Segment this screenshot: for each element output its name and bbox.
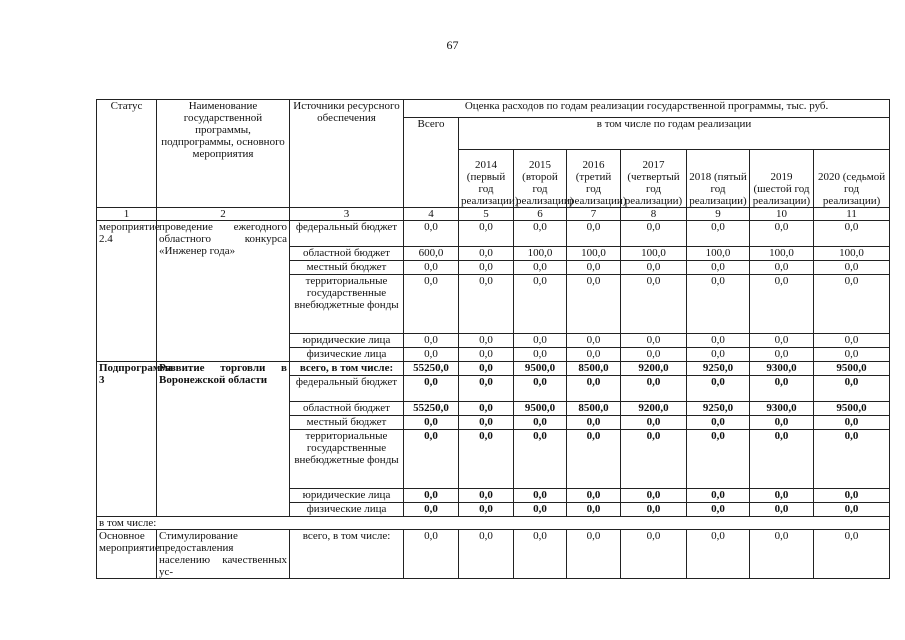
- row-value: 0,0: [459, 221, 514, 247]
- row-value: 0,0: [687, 530, 750, 579]
- row-source: всего, в том числе:: [290, 530, 404, 579]
- row-value: 0,0: [687, 334, 750, 348]
- row-value: 0,0: [567, 334, 621, 348]
- row-value: 0,0: [621, 416, 687, 430]
- row-value: 0,0: [567, 416, 621, 430]
- row-value: 0,0: [621, 430, 687, 489]
- column-number: 6: [514, 208, 567, 221]
- row-value: 0,0: [814, 376, 890, 402]
- row-value: 9300,0: [750, 362, 814, 376]
- column-number: 7: [567, 208, 621, 221]
- row-value: 0,0: [567, 348, 621, 362]
- row-value: 100,0: [814, 247, 890, 261]
- row-value: 0,0: [621, 503, 687, 517]
- row-source: местный бюджет: [290, 416, 404, 430]
- column-number: 8: [621, 208, 687, 221]
- row-value: 0,0: [814, 334, 890, 348]
- row-value: 0,0: [621, 489, 687, 503]
- row-value: 0,0: [750, 503, 814, 517]
- row-value: 0,0: [621, 275, 687, 334]
- header-year: 2020 (седьмой год реализации): [814, 150, 890, 208]
- row-value: 0,0: [404, 275, 459, 334]
- header-year: 2014 (первый год реализации): [459, 150, 514, 208]
- row-status: мероприятие 2.4: [97, 221, 157, 362]
- row-value: 0,0: [514, 503, 567, 517]
- row-value: 8500,0: [567, 402, 621, 416]
- row-value: 9200,0: [621, 402, 687, 416]
- column-number: 10: [750, 208, 814, 221]
- row-value: 0,0: [459, 530, 514, 579]
- row-value: 0,0: [567, 530, 621, 579]
- row-source: территориальные государственные внебюджетные фонды: [290, 275, 404, 334]
- row-value: 0,0: [750, 261, 814, 275]
- row-source: местный бюджет: [290, 261, 404, 275]
- row-value: 0,0: [459, 261, 514, 275]
- row-value: 0,0: [514, 334, 567, 348]
- row-source: юридические лица: [290, 489, 404, 503]
- row-value: 0,0: [750, 489, 814, 503]
- row-value: 0,0: [621, 376, 687, 402]
- row-value: 0,0: [567, 261, 621, 275]
- row-value: 0,0: [567, 221, 621, 247]
- header-sources: Источники ресурсного обеспечения: [290, 100, 404, 208]
- row-value: 100,0: [750, 247, 814, 261]
- row-value: 0,0: [814, 530, 890, 579]
- row-value: 0,0: [459, 247, 514, 261]
- row-value: 8500,0: [567, 362, 621, 376]
- column-number: 4: [404, 208, 459, 221]
- row-name: Стимулирование предоставления населению качественных ус-: [157, 530, 290, 579]
- row-value: 0,0: [687, 376, 750, 402]
- row-value: 0,0: [814, 221, 890, 247]
- section-row: [97, 517, 890, 530]
- row-value: 0,0: [621, 334, 687, 348]
- row-value: 0,0: [814, 275, 890, 334]
- row-source: физические лица: [290, 503, 404, 517]
- header-year: 2015 (второй год реализации): [514, 150, 567, 208]
- row-value: 0,0: [404, 221, 459, 247]
- header-year: 2019 (шестой год реализации): [750, 150, 814, 208]
- row-value: 0,0: [750, 348, 814, 362]
- header-year: 2017 (четвертый год реализации): [621, 150, 687, 208]
- expenditure-table: [96, 99, 890, 579]
- row-value: 600,0: [404, 247, 459, 261]
- row-value: 0,0: [687, 261, 750, 275]
- header-estimate: Оценка расходов по годам реализации государственной программы, тыс. руб.: [404, 100, 890, 118]
- table-row: [97, 221, 890, 247]
- row-value: 0,0: [814, 348, 890, 362]
- row-value: 0,0: [567, 430, 621, 489]
- row-value: 0,0: [459, 402, 514, 416]
- row-source: федеральный бюджет: [290, 376, 404, 402]
- row-value: 0,0: [750, 430, 814, 489]
- row-value: 0,0: [404, 530, 459, 579]
- row-value: 0,0: [514, 376, 567, 402]
- row-value: 0,0: [459, 275, 514, 334]
- row-value: 0,0: [750, 275, 814, 334]
- header-total: Всего: [404, 118, 459, 208]
- row-name: Развитие торговли в Воронежской области: [157, 362, 290, 517]
- row-value: 0,0: [404, 348, 459, 362]
- column-number: 9: [687, 208, 750, 221]
- row-value: 0,0: [687, 503, 750, 517]
- row-value: 0,0: [404, 489, 459, 503]
- row-source: всего, в том числе:: [290, 362, 404, 376]
- row-value: 0,0: [404, 503, 459, 517]
- row-value: 0,0: [459, 334, 514, 348]
- table-row: [97, 362, 890, 376]
- row-status: Подпрограмма 3: [97, 362, 157, 517]
- row-value: 0,0: [459, 376, 514, 402]
- row-value: 0,0: [621, 530, 687, 579]
- row-value: 0,0: [750, 530, 814, 579]
- row-value: 0,0: [621, 221, 687, 247]
- row-value: 0,0: [567, 376, 621, 402]
- row-value: 0,0: [459, 489, 514, 503]
- row-value: 0,0: [514, 530, 567, 579]
- row-value: 0,0: [814, 503, 890, 517]
- row-value: 0,0: [514, 261, 567, 275]
- row-value: 0,0: [621, 348, 687, 362]
- row-value: 0,0: [404, 261, 459, 275]
- row-value: 9500,0: [514, 362, 567, 376]
- column-number: 11: [814, 208, 890, 221]
- row-value: 9500,0: [814, 362, 890, 376]
- header-by-years: в том числе по годам реализации: [459, 118, 890, 150]
- row-name: проведение ежегодного областного конкурса «Инженер года»: [157, 221, 290, 362]
- row-value: 9300,0: [750, 402, 814, 416]
- row-value: 0,0: [750, 376, 814, 402]
- row-value: 0,0: [459, 503, 514, 517]
- column-number: 5: [459, 208, 514, 221]
- row-value: 0,0: [404, 334, 459, 348]
- row-value: 0,0: [404, 376, 459, 402]
- row-value: 0,0: [514, 348, 567, 362]
- row-value: 0,0: [750, 221, 814, 247]
- row-value: 0,0: [687, 221, 750, 247]
- row-value: 0,0: [814, 261, 890, 275]
- row-value: 0,0: [514, 430, 567, 489]
- row-value: 0,0: [750, 416, 814, 430]
- row-value: 0,0: [514, 416, 567, 430]
- row-value: 0,0: [687, 348, 750, 362]
- row-value: 0,0: [567, 275, 621, 334]
- row-value: 100,0: [621, 247, 687, 261]
- row-value: 0,0: [514, 489, 567, 503]
- row-value: 0,0: [567, 503, 621, 517]
- column-number: 2: [157, 208, 290, 221]
- row-value: 0,0: [404, 416, 459, 430]
- row-value: 0,0: [687, 430, 750, 489]
- row-value: 0,0: [687, 489, 750, 503]
- row-value: 55250,0: [404, 402, 459, 416]
- page-number: 67: [446, 38, 459, 52]
- row-value: 9500,0: [814, 402, 890, 416]
- row-value: 55250,0: [404, 362, 459, 376]
- section-label: в том числе:: [97, 517, 890, 530]
- row-source: областной бюджет: [290, 402, 404, 416]
- row-source: юридические лица: [290, 334, 404, 348]
- row-value: 0,0: [687, 416, 750, 430]
- row-value: 100,0: [687, 247, 750, 261]
- row-source: физические лица: [290, 348, 404, 362]
- row-value: 9500,0: [514, 402, 567, 416]
- row-value: 0,0: [514, 221, 567, 247]
- row-value: 0,0: [459, 430, 514, 489]
- row-value: 0,0: [687, 275, 750, 334]
- header-year: 2016 (третий год реализации): [567, 150, 621, 208]
- row-value: 0,0: [404, 430, 459, 489]
- row-value: 0,0: [459, 362, 514, 376]
- header-name: Наименование государственной программы, подпрограммы, основного мероприятия: [157, 100, 290, 208]
- row-value: 0,0: [567, 489, 621, 503]
- table-row: [97, 530, 890, 579]
- row-value: 0,0: [814, 489, 890, 503]
- column-number: 1: [97, 208, 157, 221]
- row-value: 9250,0: [687, 362, 750, 376]
- header-year: 2018 (пятый год реализации): [687, 150, 750, 208]
- row-value: 0,0: [514, 275, 567, 334]
- row-value: 0,0: [814, 430, 890, 489]
- row-value: 9250,0: [687, 402, 750, 416]
- row-value: 9200,0: [621, 362, 687, 376]
- header-status: Статус: [97, 100, 157, 208]
- row-value: 100,0: [567, 247, 621, 261]
- row-value: 100,0: [514, 247, 567, 261]
- row-source: областной бюджет: [290, 247, 404, 261]
- row-value: 0,0: [459, 348, 514, 362]
- row-value: 0,0: [814, 416, 890, 430]
- row-value: 0,0: [621, 261, 687, 275]
- row-source: территориальные государственные внебюджетные фонды: [290, 430, 404, 489]
- column-number: 3: [290, 208, 404, 221]
- row-status: Основное мероприятие: [97, 530, 157, 579]
- row-value: 0,0: [750, 334, 814, 348]
- row-value: 0,0: [459, 416, 514, 430]
- row-source: федеральный бюджет: [290, 221, 404, 247]
